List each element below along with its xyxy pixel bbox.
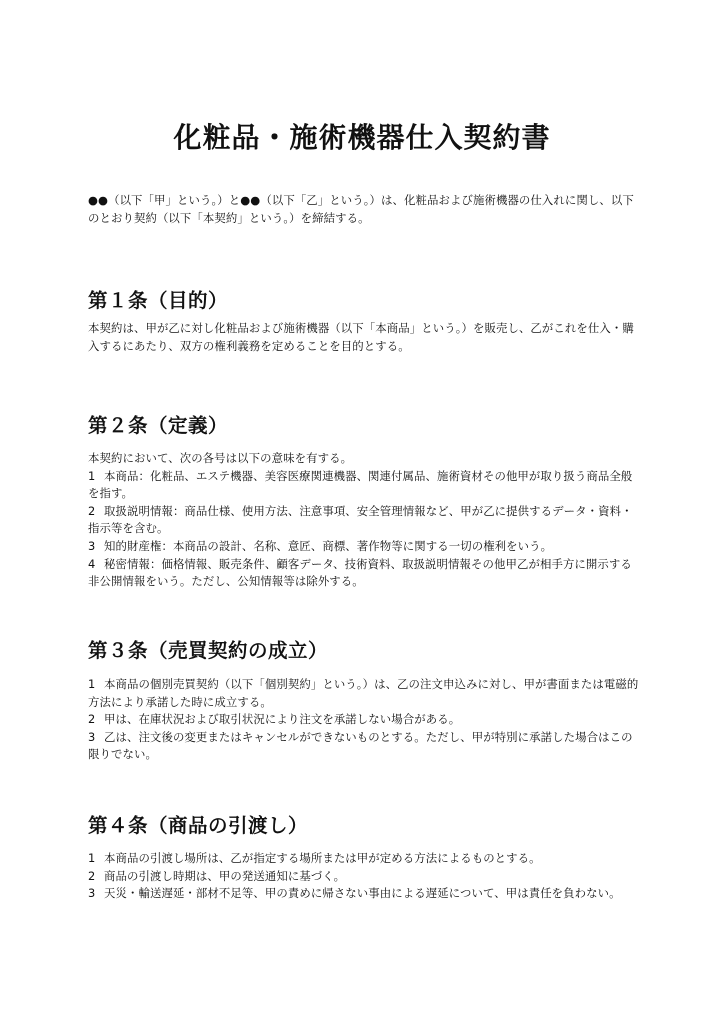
item-number: 3 <box>88 538 96 553</box>
article-4-heading: 第４条（商品の引渡し） <box>88 814 309 837</box>
article-4-item-2 <box>88 868 640 886</box>
item-text: 秘密情報：価格情報、販売条件、顧客データ、技術資料、取扱説明情報その他甲乙が相手方に開示する非公開情報をいう。ただし、公知情報等は除外する。 <box>88 556 632 589</box>
item-number: 1 <box>88 851 96 865</box>
item-text: 天災・輸送遅延・部材不足等、甲の責めに帰さない事由による遅延について、甲は責任を負わない。 <box>104 886 621 901</box>
article-4-item-1 <box>88 850 640 868</box>
item-number: 1 <box>88 468 96 483</box>
item-text: 本商品の個別売買契約（以下「個別契約」という。）は、乙の注文申込みに対し、甲が書面または電磁的方法により承諾した時に成立する。 <box>88 677 639 709</box>
article-3-body <box>88 676 640 764</box>
intro-paragraph: ●●（以下「甲」という。）と●●（以下「乙」という。）は、化粧品および施術機器の仕入れに関し、以下のとおり契約（以下「本契約」という。）を締結する。 <box>88 193 634 225</box>
article-3-item-2 <box>88 711 640 729</box>
article-2-item-1 <box>88 468 640 503</box>
item-number: 1 <box>88 677 96 691</box>
article-2-item-4 <box>88 556 640 591</box>
article-3-item-3 <box>88 729 640 764</box>
article-2-item-2 <box>88 503 640 538</box>
item-number: 3 <box>88 886 96 901</box>
item-text: 商品の引渡し時期は、甲の発送通知に基づく。 <box>104 868 346 883</box>
item-text: 本商品：化粧品、エステ機器、美容医療関連機器、関連付属品、施術資材その他甲が取り扱う商品全般を指す。 <box>88 468 633 501</box>
article-4-item-3 <box>88 885 640 903</box>
article-3-item-1 <box>88 676 640 711</box>
article-1-paragraph: 本契約は、甲が乙に対し化粧品および施術機器（以下「本商品」という。）を販売し、乙がこれを仕入・購入するにあたり、双方の権利義務を定めることを目的とする。 <box>88 321 634 353</box>
article-4-body <box>88 850 640 903</box>
intro-section <box>88 192 640 227</box>
article-3-heading: 第３条（売買契約の成立） <box>88 639 329 662</box>
item-text: 本商品の引渡し場所は、乙が指定する場所または甲が定める方法によるものとする。 <box>104 851 541 865</box>
item-text: 甲は、在庫状況および取引状況により注文を承諾しない場合がある。 <box>104 712 461 727</box>
item-number: 4 <box>88 556 96 571</box>
item-number: 2 <box>88 868 96 883</box>
article-2-item-3 <box>88 538 640 556</box>
item-text: 知的財産権：本商品の設計、名称、意匠、商標、著作物等に関する一切の権利をいう。 <box>104 538 553 553</box>
item-number: 2 <box>88 503 96 518</box>
article-2-heading: 第２条（定義） <box>88 414 229 437</box>
document-title: 化粧品・施術機器仕入契約書 <box>173 121 551 154</box>
article-2-lead: 本契約において、次の各号は以下の意味を有する。 <box>88 451 353 465</box>
article-2-body <box>88 450 640 591</box>
item-text: 取扱説明情報：商品仕様、使用方法、注意事項、安全管理情報など、甲が乙に提供するデータ・資料・指示等を含む。 <box>88 503 633 536</box>
article-1-body <box>88 320 640 355</box>
item-number: 2 <box>88 712 96 727</box>
item-number: 3 <box>88 729 96 744</box>
item-text: 乙は、注文後の変更またはキャンセルができないものとする。ただし、甲が特別に承諾した場合はこの限りでない。 <box>88 729 633 762</box>
article-1-heading: 第１条（目的） <box>88 289 229 312</box>
